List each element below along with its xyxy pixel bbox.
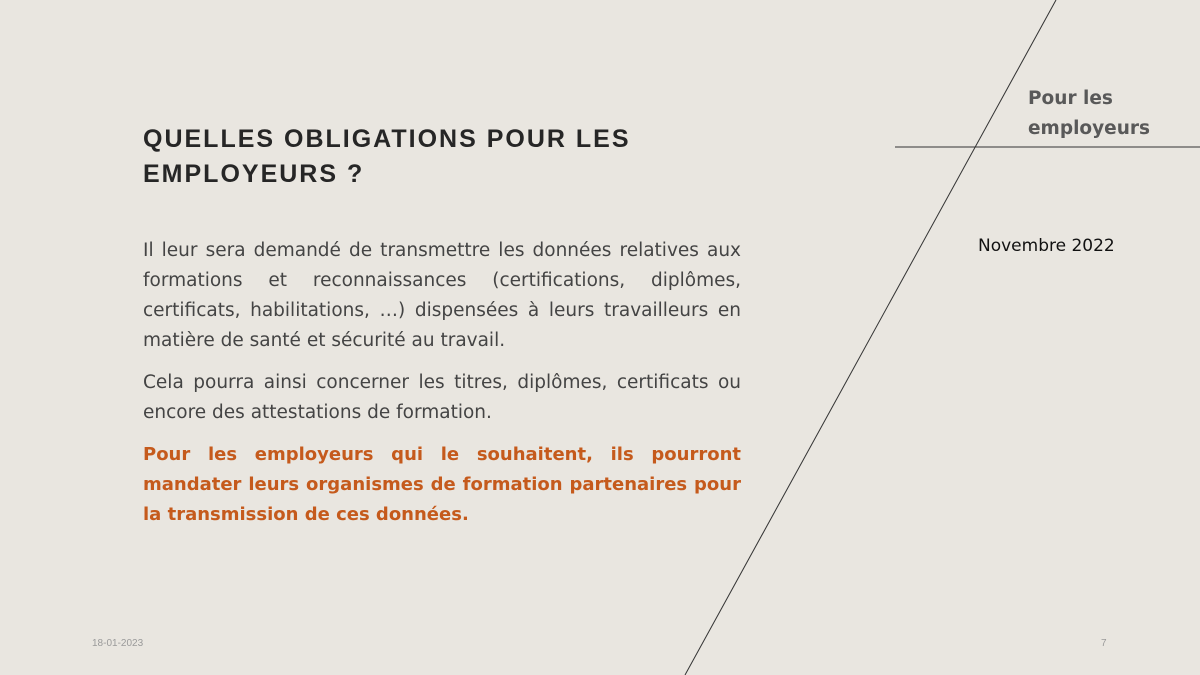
slide-body	[143, 236, 741, 542]
slide-title: QUELLES OBLIGATIONS POUR LES EMPLOYEURS ?	[143, 125, 631, 188]
highlight-paragraph: Pour les employeurs qui le souhaitent, ils pourront mandater leurs organismes de formation partenaires pour la transmission de ces données.	[143, 444, 741, 525]
body-paragraph-1: Il leur sera demandé de transmettre les données relatives aux formations et reconnaissances (certifications, diplômes, certificats, habilitations, …) dispensées à leurs travailleurs en matière de santé et sécurité au travail.	[143, 240, 741, 351]
section-label: Pour les employeurs	[1028, 88, 1151, 139]
footer-date: 18-01-2023	[92, 638, 144, 649]
page-number: 7	[1101, 638, 1107, 649]
presentation-date: Novembre 2022	[978, 236, 1115, 256]
body-paragraph-2: Cela pourra ainsi concerner les titres, diplômes, certificats ou encore des attestations de formation.	[143, 372, 741, 423]
